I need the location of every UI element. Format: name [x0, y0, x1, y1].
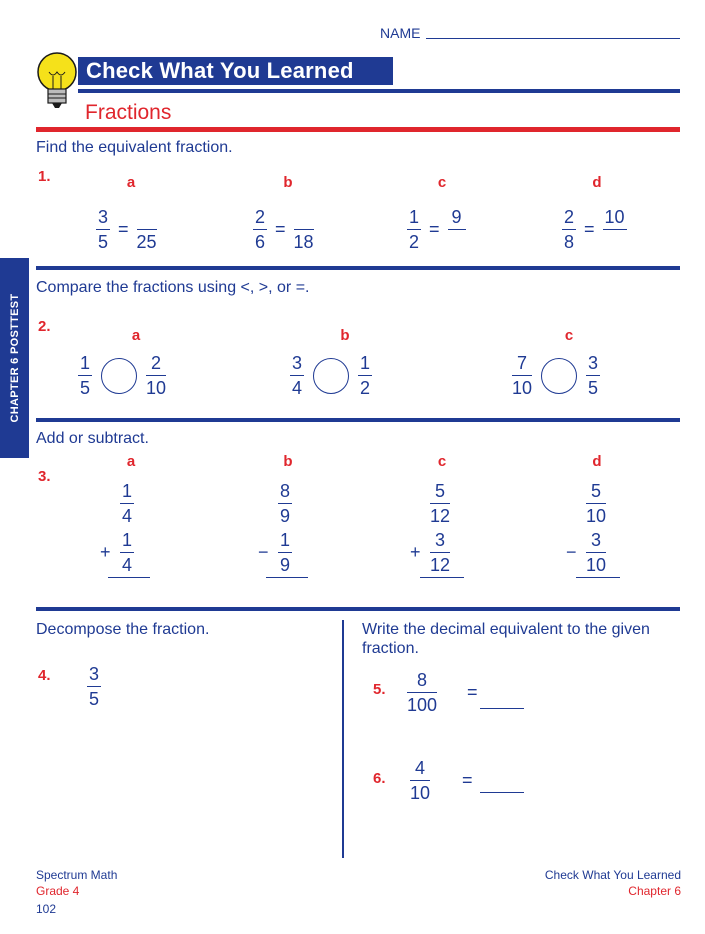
numerator: 4: [415, 758, 426, 778]
column-letter-a: a: [126, 453, 136, 470]
denominator: 10: [586, 506, 607, 526]
denominator: 25: [136, 232, 157, 252]
section-subtitle: Fractions: [85, 101, 172, 124]
fraction: [430, 481, 450, 526]
numerator: 3: [591, 530, 602, 550]
denominator-blank[interactable]: [448, 232, 466, 252]
numerator: 1: [280, 530, 291, 550]
operator: +: [410, 542, 421, 562]
name-field-line[interactable]: [426, 38, 680, 39]
fraction: [290, 353, 304, 398]
numerator: 2: [151, 353, 162, 373]
denominator: 10: [512, 378, 533, 398]
problem-3a: [100, 481, 150, 578]
problem-1b: [253, 207, 314, 252]
fraction: [512, 353, 532, 398]
denominator: 4: [122, 506, 133, 526]
denominator: 9: [280, 555, 291, 575]
fraction: [96, 207, 110, 252]
numerator: 1: [80, 353, 91, 373]
fraction: [358, 353, 372, 398]
numerator: 1: [409, 207, 420, 227]
fraction: [278, 481, 292, 526]
column-letter-d: d: [592, 453, 602, 470]
column-letter-a: a: [131, 327, 141, 344]
question-number-1: 1.: [38, 168, 51, 185]
denominator: 10: [586, 555, 607, 575]
problem-3b: [258, 481, 308, 578]
numerator: 1: [122, 530, 133, 550]
answer-line[interactable]: [480, 708, 524, 709]
instruction-add-subtract: Add or subtract.: [36, 430, 149, 447]
numerator: 3: [588, 353, 599, 373]
question-number-3: 3.: [38, 468, 51, 485]
footer-chapter: Chapter 6: [628, 884, 681, 898]
operator: −: [258, 542, 269, 562]
fraction: [410, 758, 430, 803]
problem-6: [410, 758, 473, 803]
footer-book-title: Spectrum Math: [36, 868, 118, 882]
denominator: 12: [430, 555, 451, 575]
denominator: 9: [280, 506, 291, 526]
chapter-side-tab: [0, 258, 29, 458]
numerator: 5: [435, 481, 446, 501]
problem-2a: [78, 353, 166, 398]
section-rule: [36, 418, 680, 422]
numerator: 8: [417, 670, 428, 690]
answer-fraction[interactable]: [603, 207, 627, 252]
fraction: [586, 353, 600, 398]
section-rule: [36, 266, 680, 270]
denominator: 5: [588, 378, 599, 398]
numerator: 3: [435, 530, 446, 550]
denominator: 5: [80, 378, 91, 398]
denominator: 2: [409, 232, 420, 252]
page-title: Check What You Learned: [86, 58, 354, 83]
operator: +: [100, 542, 111, 562]
column-letter-b: b: [340, 327, 350, 344]
denominator: 2: [360, 378, 371, 398]
equals-sign: =: [462, 770, 473, 790]
denominator: 100: [407, 695, 438, 715]
fraction: [586, 530, 606, 575]
compare-circle[interactable]: [541, 358, 577, 394]
instruction-decimal-line1: Write the decimal equivalent to the given: [362, 621, 650, 638]
fraction: [120, 530, 134, 575]
problem-3d: [566, 481, 620, 578]
equals-sign: =: [429, 219, 440, 239]
question-number-2: 2.: [38, 318, 51, 335]
column-letter-c: c: [564, 327, 574, 344]
numerator-blank[interactable]: [295, 207, 313, 227]
numerator: 10: [604, 207, 625, 227]
denominator: 6: [255, 232, 266, 252]
lightbulb-icon: [32, 50, 82, 112]
instruction-decompose: Decompose the fraction.: [36, 621, 210, 638]
fraction: [278, 530, 292, 575]
denominator: 4: [292, 378, 303, 398]
problem-2b: [290, 353, 372, 398]
equals-sign: =: [467, 682, 478, 702]
column-divider: [342, 620, 344, 858]
denominator: 10: [146, 378, 167, 398]
denominator: 8: [564, 232, 575, 252]
equals-sign: =: [584, 219, 595, 239]
problem-3c: [410, 481, 464, 578]
answer-fraction[interactable]: [294, 207, 314, 252]
instruction-decimal-line2: fraction.: [362, 640, 419, 657]
title-rule: [78, 89, 680, 93]
numerator: 9: [451, 207, 462, 227]
problem-1a: [96, 207, 157, 252]
compare-circle[interactable]: [101, 358, 137, 394]
denominator: 10: [410, 783, 431, 803]
numerator: 2: [564, 207, 575, 227]
column-letter-c: c: [437, 453, 447, 470]
question-number-5: 5.: [373, 681, 386, 698]
fraction: [407, 207, 421, 252]
compare-circle[interactable]: [313, 358, 349, 394]
numerator: 7: [517, 353, 528, 373]
name-label: NAME: [380, 25, 421, 41]
operator: −: [566, 542, 577, 562]
denominator: 12: [430, 506, 451, 526]
answer-line[interactable]: [108, 577, 150, 578]
numerator: 8: [280, 481, 291, 501]
column-letter-c: c: [437, 174, 447, 191]
answer-line[interactable]: [420, 577, 464, 578]
denominator: 5: [89, 689, 100, 709]
answer-line[interactable]: [266, 577, 308, 578]
numerator: 3: [292, 353, 303, 373]
section-rule: [36, 607, 680, 611]
side-tab-label: CHAPTER 6 POSTTEST: [8, 293, 21, 423]
denominator: 4: [122, 555, 133, 575]
instruction-equivalent: Find the equivalent fraction.: [36, 139, 233, 156]
question-number-6: 6.: [373, 770, 386, 787]
instruction-compare: Compare the fractions using <, >, or =.: [36, 279, 310, 296]
denominator: 18: [293, 232, 314, 252]
numerator: 3: [89, 664, 100, 684]
footer-page-number: 102: [36, 902, 57, 916]
numerator: 2: [255, 207, 266, 227]
answer-line[interactable]: [480, 792, 524, 793]
problem-2c: [512, 353, 600, 398]
fraction: [407, 670, 437, 715]
answer-fraction[interactable]: [137, 207, 157, 252]
denominator-blank[interactable]: [606, 232, 624, 252]
fraction: [146, 353, 166, 398]
footer-grade: Grade 4: [36, 884, 80, 898]
question-number-4: 4.: [38, 667, 51, 684]
fraction: [87, 664, 101, 709]
fraction: [253, 207, 267, 252]
fraction: [586, 481, 606, 526]
fraction: [120, 481, 134, 526]
column-letter-b: b: [283, 174, 293, 191]
equals-sign: =: [118, 219, 129, 239]
denominator: 5: [98, 232, 109, 252]
numerator: 1: [122, 481, 133, 501]
column-letter-b: b: [283, 453, 293, 470]
red-rule: [36, 127, 680, 132]
column-letter-d: d: [592, 174, 602, 191]
answer-fraction[interactable]: [448, 207, 466, 252]
column-letter-a: a: [126, 174, 136, 191]
fraction: [78, 353, 92, 398]
problem-1d: [562, 207, 627, 252]
numerator: 1: [360, 353, 371, 373]
fraction: [562, 207, 576, 252]
footer-section-title: Check What You Learned: [544, 868, 681, 882]
problem-1c: [407, 207, 466, 252]
numerator: 5: [591, 481, 602, 501]
numerator-blank[interactable]: [138, 207, 156, 227]
numerator: 3: [98, 207, 109, 227]
answer-line[interactable]: [576, 577, 620, 578]
problem-5: [407, 670, 478, 715]
equals-sign: =: [275, 219, 286, 239]
fraction: [430, 530, 450, 575]
